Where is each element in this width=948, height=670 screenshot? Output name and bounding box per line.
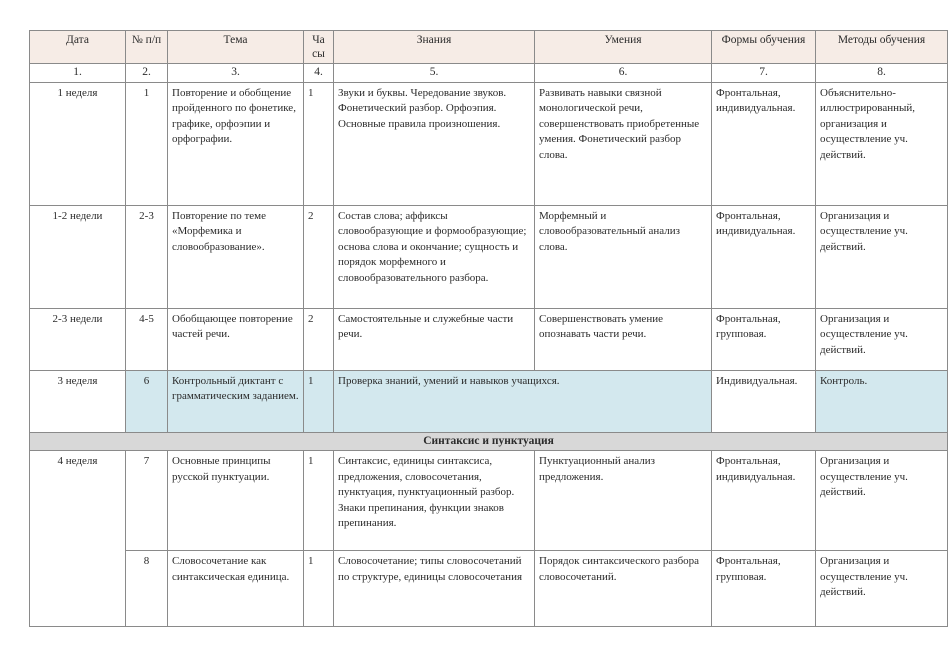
col-number: 1. [30, 64, 126, 83]
col-number: 4. [304, 64, 334, 83]
header-forms: Формы обучения [712, 31, 816, 64]
header-date: Дата [30, 31, 126, 64]
header-number: № п/п [126, 31, 168, 64]
header-skills: Умения [535, 31, 712, 64]
table-row [30, 308, 948, 370]
row-methods: Организация и осуществление уч. действий. [816, 308, 948, 370]
table-header-row [30, 31, 948, 64]
row-methods: Организация и осуществление уч. действий. [816, 205, 948, 308]
row-knowledge: Словосочетание; типы словосочетаний по структуре, единицы словосочетания [334, 551, 535, 627]
row-topic: Контрольный диктант с грамматическим заданием. [168, 370, 304, 432]
row-skills: Развивать навыки связной монологической речи, совершенствовать приобретенные умения. Фонетический разбор слова. [535, 82, 712, 205]
row-topic: Повторение по теме «Морфемика и словообразование». [168, 205, 304, 308]
section-header-row [30, 432, 948, 451]
table-row [30, 551, 948, 627]
row-topic: Обобщающее повторение частей речи. [168, 308, 304, 370]
row-number: 6 [126, 370, 168, 432]
row-hours: 1 [304, 370, 334, 432]
section-title: Синтаксис и пунктуация [30, 432, 948, 451]
row-methods: Объяснительно-иллюстрированный, организация и осуществление уч. действий. [816, 82, 948, 205]
row-knowledge: Состав слова; аффиксы словообразующие и формообразующие; основа слова и окончание; сущность и порядок морфемного и словообразовательного разбора. [334, 205, 535, 308]
col-number: 2. [126, 64, 168, 83]
lesson-plan-table [29, 30, 948, 627]
row-topic: Основные принципы русской пунктуации. [168, 451, 304, 551]
row-knowledge: Синтаксис, единицы синтаксиса, предложения, словосочетания, пунктуация, пунктуационный разбор. Знаки препинания, функции знаков препинания. [334, 451, 535, 551]
row-knowledge: Звуки и буквы. Чередование звуков. Фонетический разбор. Орфоэпия. Основные правила произношения. [334, 82, 535, 205]
row-knowledge: Проверка знаний, умений и навыков учащихся. [334, 370, 712, 432]
row-number: 2-3 [126, 205, 168, 308]
header-knowledge: Знания [334, 31, 535, 64]
table-row [30, 451, 948, 551]
row-hours: 1 [304, 451, 334, 551]
row-skills: Совершенствовать умение опознавать части речи. [535, 308, 712, 370]
row-topic: Повторение и обобщение пройденного по фонетике, графике, орфоэпии и орфографии. [168, 82, 304, 205]
header-methods: Методы обучения [816, 31, 948, 64]
row-number: 7 [126, 451, 168, 551]
col-number: 5. [334, 64, 535, 83]
row-forms: Фронтальная, групповая. [712, 308, 816, 370]
table-row [30, 82, 948, 205]
row-number: 4-5 [126, 308, 168, 370]
row-skills: Порядок синтаксического разбора словосочетаний. [535, 551, 712, 627]
row-date: 1-2 недели [30, 205, 126, 308]
col-number: 8. [816, 64, 948, 83]
row-hours: 2 [304, 205, 334, 308]
col-number: 3. [168, 64, 304, 83]
row-topic: Словосочетание как синтаксическая единица. [168, 551, 304, 627]
row-date: 1 неделя [30, 82, 126, 205]
col-number: 6. [535, 64, 712, 83]
row-methods: Организация и осуществление уч. действий. [816, 551, 948, 627]
row-methods: Контроль. [816, 370, 948, 432]
table-row-highlighted [30, 370, 948, 432]
row-skills: Пунктуационный анализ предложения. [535, 451, 712, 551]
row-forms: Индивидуальная. [712, 370, 816, 432]
row-date: 2-3 недели [30, 308, 126, 370]
row-skills: Морфемный и словообразовательный анализ слова. [535, 205, 712, 308]
row-hours: 1 [304, 82, 334, 205]
row-forms: Фронтальная, индивидуальная. [712, 451, 816, 551]
row-date: 3 неделя [30, 370, 126, 432]
row-forms: Фронтальная, групповая. [712, 551, 816, 627]
row-forms: Фронтальная, индивидуальная. [712, 82, 816, 205]
row-forms: Фронтальная, индивидуальная. [712, 205, 816, 308]
row-knowledge: Самостоятельные и служебные части речи. [334, 308, 535, 370]
header-hours: Ча сы [304, 31, 334, 64]
row-date: 4 неделя [30, 451, 126, 627]
row-methods: Организация и осуществление уч. действий. [816, 451, 948, 551]
row-hours: 2 [304, 308, 334, 370]
table-row [30, 205, 948, 308]
row-number: 8 [126, 551, 168, 627]
row-hours: 1 [304, 551, 334, 627]
col-number: 7. [712, 64, 816, 83]
row-number: 1 [126, 82, 168, 205]
column-number-row [30, 64, 948, 83]
header-topic: Тема [168, 31, 304, 64]
